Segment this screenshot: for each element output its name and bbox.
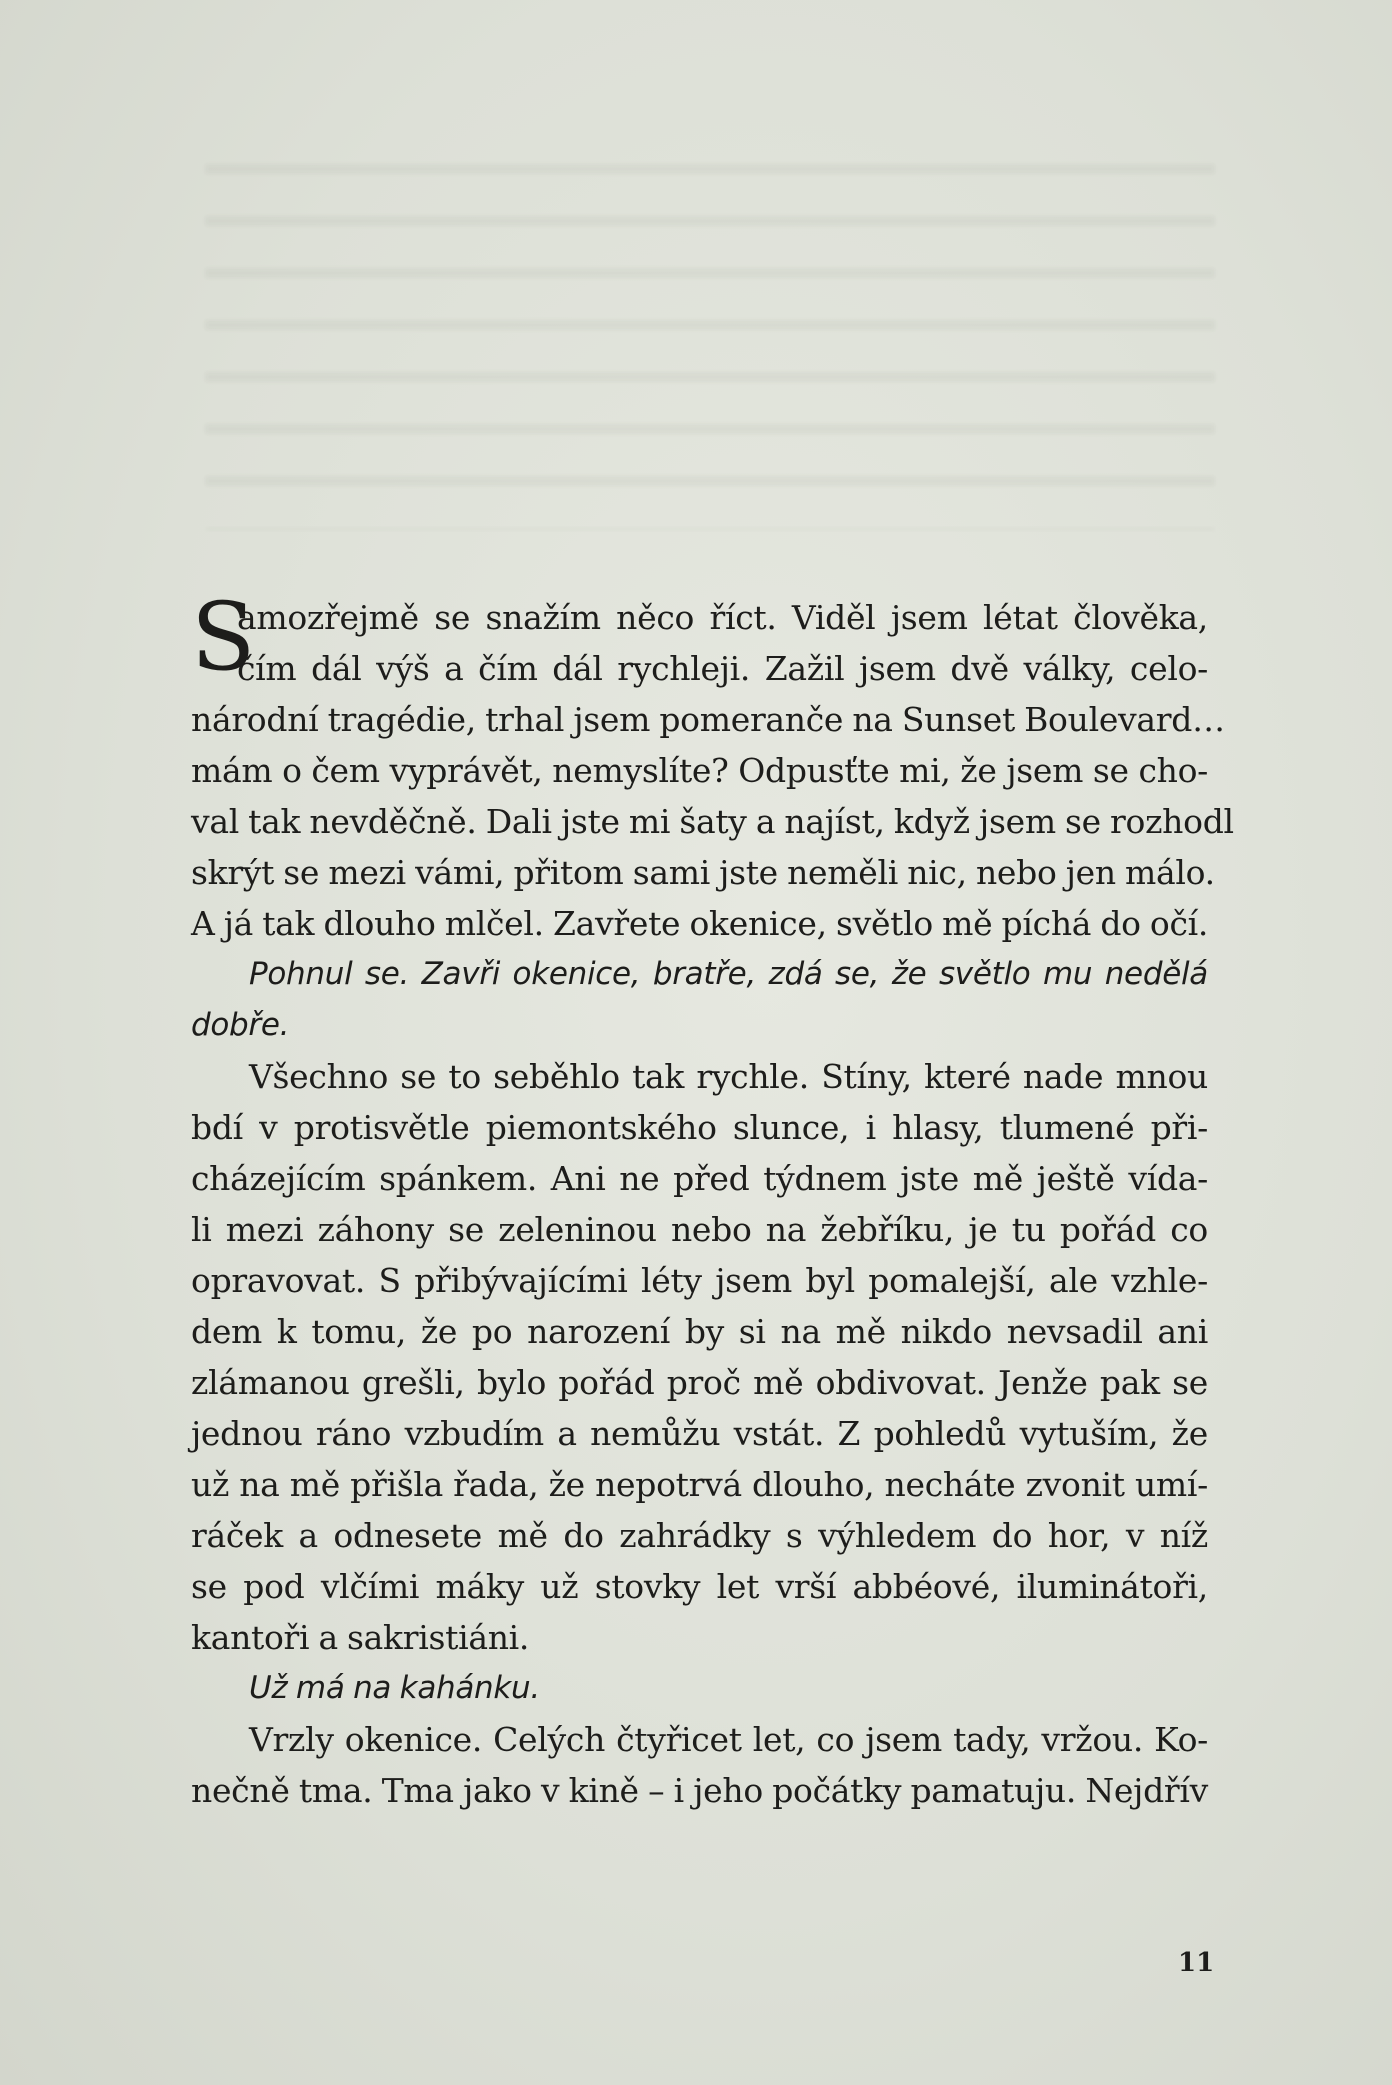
- page-number: 11: [1178, 1948, 1215, 1978]
- paragraph-3: [191, 1051, 1208, 1663]
- text-line: jednou ráno vzbudím a nemůžu vstát. Z pohledů vytuším, že: [191, 1414, 1208, 1453]
- text-line: národní tragédie, trhal jsem pomeranče na Sunset Boulevard…: [191, 700, 1225, 739]
- show-through-text: [205, 130, 1215, 530]
- body-text: [191, 583, 1234, 1816]
- text-line: zlámanou grešli, bylo pořád proč mě obdivovat. Jenže pak se: [191, 1363, 1208, 1402]
- text-line: A já tak dlouho mlčel. Zavřete okenice, světlo mě píchá do očí.: [191, 904, 1209, 943]
- text-line: opravovat. S přibývajícími léty jsem byl pomalejší, ale vzhle-: [191, 1261, 1208, 1300]
- text-line: bdí v protisvětle piemontského slunce, i hlasy, tlumené při-: [191, 1108, 1208, 1147]
- text-line: Všechno se to seběhlo tak rychle. Stíny, které nade mnou: [249, 1057, 1208, 1096]
- text-line: Pohnul se. Zavři okenice, bratře, zdá se, že světlo mu nedělá: [249, 956, 1208, 992]
- text-line: se pod vlčími máky už stovky let vrší abbéové, iluminátoři,: [191, 1567, 1208, 1606]
- text-line: kantoři a sakristiáni.: [191, 1618, 530, 1657]
- text-line: Vrzly okenice. Celých čtyřicet let, co jsem tady, vržou. Ko-: [249, 1720, 1208, 1759]
- text-line: dem k tomu, že po narození by si na mě nikdo nevsadil ani: [191, 1312, 1208, 1351]
- paragraph-2-italic: [191, 949, 1208, 1051]
- text-line: čím dál výš a čím dál rychleji. Zažil jsem dvě války, celo-: [237, 649, 1208, 688]
- paragraph-4-italic: [191, 1663, 1208, 1714]
- text-line: už na mě přišla řada, že nepotrvá dlouho, necháte zvonit umí-: [191, 1465, 1208, 1504]
- text-line: ráček a odnesete mě do zahrádky s výhledem do hor, v níž: [191, 1516, 1208, 1555]
- text-line: nečně tma. Tma jako v kině – i jeho počátky pamatuju. Nejdřív: [191, 1771, 1208, 1810]
- text-line: val tak nevděčně. Dali jste mi šaty a najíst, když jsem se rozhodl: [191, 802, 1234, 841]
- text-line: li mezi záhony se zeleninou nebo na žebříku, je tu pořád co: [191, 1210, 1208, 1249]
- text-line: amozřejmě se snažím něco říct. Viděl jsem létat člověka,: [237, 598, 1208, 637]
- drop-cap: S: [191, 583, 256, 692]
- text-line: skrýt se mezi vámi, přitom sami jste neměli nic, nebo jen málo.: [191, 853, 1215, 892]
- text-line: mám o čem vyprávět, nemyslíte? Odpusťte mi, že jsem se cho-: [191, 751, 1208, 790]
- text-line: cházejícím spánkem. Ani ne před týdnem jste mě ještě vída-: [191, 1159, 1208, 1198]
- text-line: dobře.: [191, 1007, 290, 1043]
- text-line: Už má na kahánku.: [249, 1670, 540, 1706]
- paragraph-1: [191, 583, 1234, 949]
- paragraph-5: [191, 1714, 1208, 1816]
